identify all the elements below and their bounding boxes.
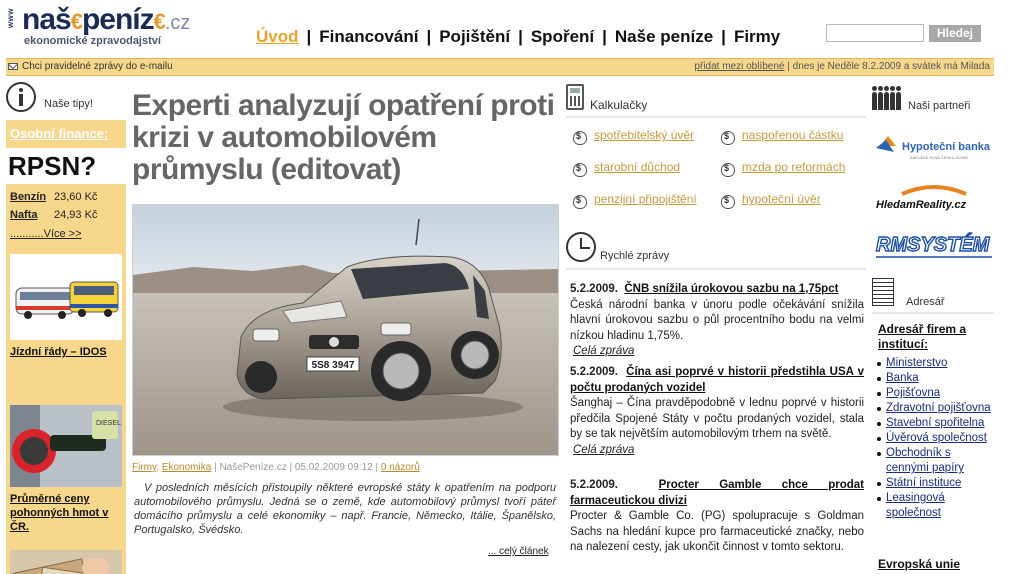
tips-title: Naše tipy! [44, 98, 93, 110]
nav-financovani[interactable]: Financování [319, 27, 419, 46]
nav-separator: | [518, 27, 523, 46]
calc-salary-link[interactable]: mzda po reformách [742, 160, 846, 174]
svg-text:Hypoteční banka: Hypoteční banka [902, 141, 991, 153]
document-icon [872, 278, 894, 306]
article-meta: Firmy, Ekonomika | NašePeníze.cz | 05.02.2009 09:12 | 0 názorů [132, 462, 420, 473]
logo-www: www [6, 8, 15, 29]
directory-subtitle-link[interactable]: Adresář firem a institucí: [878, 322, 967, 351]
tips-header [6, 82, 126, 118]
divider [566, 268, 866, 270]
info-icon [6, 82, 36, 112]
article-title[interactable]: Experti analyzují opatření proti krizi v automobilovém průmyslu (editovat) [132, 89, 555, 186]
nav-separator: | [721, 27, 726, 46]
search-button[interactable]: Hledej [929, 25, 981, 42]
directory-item[interactable]: Leasingová společnost [876, 491, 996, 521]
nav-separator: | [602, 27, 607, 46]
fuel-name[interactable]: Nafta [10, 209, 38, 221]
svg-text:HledamReality.cz: HledamReality.cz [876, 199, 967, 211]
directory-list [876, 356, 996, 521]
directory-item[interactable]: Banka [876, 371, 996, 386]
hledam-reality-logo[interactable] [874, 182, 994, 212]
rmsystem-logo[interactable] [874, 226, 994, 262]
add-favorites-link[interactable]: přidat mezi oblíbené [694, 61, 785, 72]
news-item [570, 478, 864, 556]
svg-text:RMSYSTÉM: RMSYSTÉM [876, 234, 990, 256]
nav-sporeni[interactable]: Spoření [530, 27, 595, 46]
fuel-price-row [10, 209, 97, 221]
news-headline-link[interactable]: Procter Gamble chce prodat farmaceutickou divizi [570, 479, 864, 507]
money-bag-icon [720, 126, 734, 144]
calculators-title: Kalkulačky [590, 98, 648, 112]
fuel-prices-link[interactable]: Průměrné ceny pohonných hmot v ČR. [10, 493, 109, 533]
directory-item[interactable]: Stavební spořitelna [876, 416, 996, 431]
fuel-price: 23,60 Kč [54, 191, 98, 203]
site-logo[interactable] [6, 2, 236, 54]
calculator-item[interactable] [720, 126, 843, 144]
news-headline: 5.2.2009. ČNB snížila úrokovou sazbu na 1,75pct [570, 283, 839, 295]
money-bag-icon [572, 126, 586, 144]
main-nav [256, 26, 780, 48]
date-info [694, 61, 990, 72]
date-text: | dnes je Neděle 8.2.2009 a svátek má Milada [787, 61, 990, 72]
svg-text:ZAKLÁDÁ SI NA ČESKU DOMŮ: ZAKLÁDÁ SI NA ČESKU DOMŮ [910, 155, 968, 160]
category-firmy-link[interactable]: Firmy [132, 462, 157, 473]
nav-separator: | [306, 27, 312, 46]
calc-pension-insurance-link[interactable]: penzijní připojištění [594, 192, 697, 206]
news-title: Rychlé zprávy [600, 250, 670, 262]
news-headline: 5.2.2009. Procter Gamble chce prodat farmaceutickou divizi [570, 479, 864, 507]
news-header [566, 232, 866, 266]
people-icon [872, 84, 904, 110]
partners-title: Naši partneři [908, 100, 971, 112]
nav-firmy[interactable]: Firmy [733, 27, 781, 46]
calculator-item[interactable] [720, 158, 845, 176]
directory-item[interactable]: Pojišťovna [876, 386, 996, 401]
info-bar [6, 58, 994, 76]
money-bag-icon [572, 158, 586, 176]
license-plate: 5S8 3947 [311, 360, 355, 371]
nav-uvod[interactable]: Úvod [256, 27, 299, 46]
news-full-link[interactable]: Celá zpráva [573, 345, 635, 357]
money-bag-icon [572, 190, 586, 208]
article-source-date: | NašePeníze.cz | 05.02.2009 09:12 | [214, 462, 379, 473]
directory-item[interactable]: Státní instituce [876, 476, 996, 491]
calc-mortgage-link[interactable]: hypoteční úvěr [742, 192, 821, 206]
logo-tagline: ekonomické zpravodajství [24, 35, 161, 47]
read-article-link[interactable]: ... celý článek [488, 546, 549, 557]
newsletter-link[interactable] [8, 61, 173, 72]
news-item [570, 282, 864, 360]
clock-icon [566, 232, 596, 262]
idos-link[interactable]: Jízdní řády – IDOS [10, 346, 107, 358]
search-input[interactable] [826, 24, 924, 42]
partners-header [872, 82, 994, 118]
calc-consumer-credit-link[interactable]: spotřebitelský úvěr [594, 128, 695, 142]
directory-item[interactable]: Úvěrová společnost [876, 431, 996, 446]
directory-item[interactable]: Ministerstvo [876, 356, 996, 371]
eu-link[interactable]: Evropská unie [878, 557, 961, 571]
calculator-item[interactable] [572, 190, 697, 208]
fuel-price-row [10, 191, 97, 203]
news-item [570, 365, 864, 458]
calculator-item[interactable] [572, 126, 694, 144]
directory-item[interactable]: Obchodník s cennými papíry [876, 446, 996, 476]
nav-pojisteni[interactable]: Pojištění [439, 27, 511, 46]
hypotecni-banka-logo[interactable] [874, 130, 994, 164]
fuel-name[interactable]: Benzín [10, 191, 47, 203]
news-text: Procter & Gamble Co. (PG) spolupracuje s Goldman Sachs na hledání kupce pro farmaceutické značky, nebo na nalezení cesty, jak ukončit činnost v tomto sektoru. [570, 510, 864, 553]
money-image[interactable] [10, 550, 122, 574]
news-text: Šanghaj – Čína pravděpodobně v lednu poprvé v historii předčila Spojené Státy v počtu prodaných vozidel, stala by se tak největším automobilovým trhem na světě. [570, 397, 864, 440]
category-ekonomika-link[interactable]: Ekonomika [161, 462, 212, 473]
tips-box [6, 120, 126, 574]
calc-pension-link[interactable]: starobní důchod [594, 160, 681, 174]
directory-item[interactable]: Zdravotní pojišťovna [876, 401, 996, 416]
svg-text:DIESEL: DIESEL [96, 420, 121, 427]
nav-nase-penize[interactable]: Naše peníze [614, 27, 714, 46]
calc-savings-link[interactable]: naspořenou částku [742, 128, 844, 142]
divider [872, 312, 994, 314]
calculators-header [566, 84, 866, 116]
news-full-link[interactable]: Celá zpráva [573, 443, 635, 456]
money-bag-icon [720, 158, 734, 176]
calculator-item[interactable] [572, 158, 680, 176]
news-headline: 5.2.2009. Čína asi poprvé v historii předstihla USA v počtu prodaných vozidel [570, 366, 864, 394]
comments-link[interactable]: 0 názorů [380, 462, 420, 473]
left-sidebar [6, 82, 126, 574]
fuel-price: 24,93 Kč [54, 209, 98, 221]
newsletter-label: Chci pravidelné zprávy do e-mailu [22, 61, 173, 72]
fuel-pump-image[interactable] [10, 405, 122, 487]
directory-title: Adresář [906, 296, 945, 308]
header [0, 0, 1011, 58]
divider [566, 116, 866, 118]
news-headline-link[interactable]: Čína asi poprvé v historii předstihla USA v počtu prodaných vozidel [570, 366, 864, 394]
personal-finance-link[interactable]: Osobní finance: [10, 126, 109, 141]
directory-header [872, 276, 994, 312]
calculator-icon [566, 84, 584, 110]
money-bag-icon [720, 190, 734, 208]
news-text: Česká národní banka v únoru podle očekávání snížila hlavní úrokovou sazbu o půl procentního bodu na velmi nízkou hladinu 1,75%. [570, 298, 864, 342]
article-perex: V posledních měsících přistoupily některé evropské státy k opatřením na podporu automobilového průmyslu. Jedná se o země, kde automobilový průmysl tvoří páteř domácího průmyslu a celé ekonomiky – např. Francie, Německo, Itálie, Španělsko, Portugalsko, Švédsko. [134, 482, 556, 536]
news-headline-link[interactable]: ČNB snížila úrokovou sazbu na 1,75pct [624, 283, 839, 295]
more-fuel-link[interactable]: ...........Více >> [10, 228, 82, 240]
bus-train-image[interactable] [10, 254, 122, 340]
envelope-icon [8, 63, 18, 70]
logo-brand: naš€peníz€.cz [22, 3, 191, 36]
article-photo[interactable] [132, 204, 559, 456]
calculator-item[interactable] [720, 190, 821, 208]
rpsn-banner[interactable]: RPSN? [6, 148, 126, 184]
nav-separator: | [426, 27, 432, 46]
